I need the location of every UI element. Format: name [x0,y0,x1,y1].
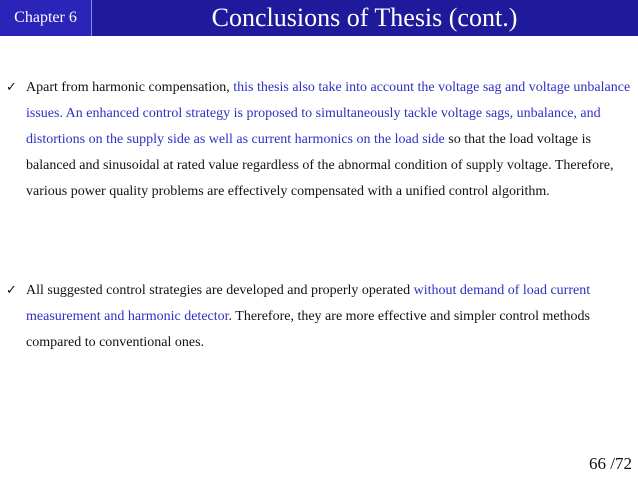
bullet-item [6,278,632,356]
bullet-segment: Apart from harmonic compensation, [26,80,234,95]
slide-header [0,0,638,36]
page-number: 66 /72 [589,454,632,473]
bullet-text [26,278,632,356]
bullet-highlight: this thesis also take into account the voltage sag and voltage unbalance issues. An enhanced control strategy is proposed to simultaneously tackle voltage sags, unbalance, and distortions on the supply side as well as current harmonics on the load side [26,80,631,147]
bullet-text [26,75,632,205]
bullet-segment: All suggested control strategies are developed and properly operated [26,283,414,298]
bullet-item [6,75,632,205]
bullet-highlight: without demand of load current measurement and harmonic detector [26,283,591,324]
slide-title: Conclusions of Thesis (cont.) [211,3,518,32]
checkmark-icon: ✓ [6,80,17,95]
bullet-segment: so that the load voltage is balanced and sinusoidal at rated value regardless of the abnormal condition of supply voltage. Therefore, various power quality problems are effectively compensated with a unified control algorithm. [26,132,614,199]
checkmark-icon: ✓ [6,283,17,298]
chapter-label: Chapter 6 [0,0,92,36]
bullet-segment: . Therefore, they are more effective and simpler control methods compared to conventional ones. [26,309,590,350]
